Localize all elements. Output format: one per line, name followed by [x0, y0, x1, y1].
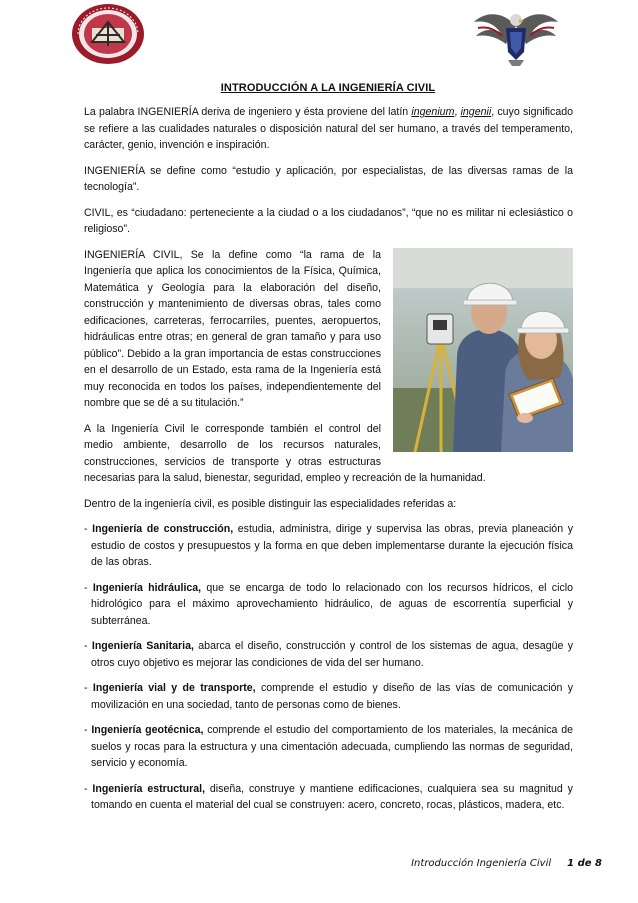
page-number: 1 de 8 [567, 858, 602, 869]
university-seal-logo [70, 2, 146, 66]
engineers-photo-image [393, 248, 573, 452]
page-footer [411, 858, 602, 869]
latin-word-ingenii: ingenii [460, 106, 492, 118]
paragraph-ingenieria-definition: INGENIERÍA se define como “estudio y aplicación, por especialistas, de las diversas ramas de la tecnología”. [84, 164, 573, 193]
list-item-construccion: - Ingeniería de construcción, estudia, administra, dirige y supervisa las obras, previa planeación y estudio de costos y presupuestos y la forma en que deben implementarse durante la ejecución física de las obras. [84, 523, 573, 568]
document-title: INTRODUCCIÓN A LA INGENIERÍA CIVIL [220, 82, 436, 94]
list-item-hidraulica: - Ingeniería hidráulica, que se encarga de todo lo relacionado con los recursos hídricos, el ciclo hidrológico para el máximo aprovechamiento hidráulico, de aguas de escorrentía superficial y subterránea. [84, 581, 573, 627]
paragraph-ingenieria-civil-definition: INGENIERÍA CIVIL, Se la define como “la rama de la Ingeniería que aplica los conocimientos de la Física, Química, Matemática y Geología para la elaboración del diseño, construcción y mantenimiento de diversas obras, tales como edificaciones, carreteras, ferrocarriles, puentes, aeropuertos, hidráulicas entre otras; en general de gran tamaño y para uso público”. Debido a la gran importancia de estas construcciones en el desarrollo de un Estado, esta rama de la Ingeniería está muy reconocida en todos los países, independientemente del nombre que se dé a su titulación.” [84, 248, 381, 409]
paragraph-civil-definition: CIVIL, es “ciudadano: perteneciente a la ciudad o a los ciudadanos”, “que no es militar ni eclesiástico o religioso”. [84, 206, 573, 235]
paragraph-etymology: La palabra INGENIERÍA deriva de ingeniero y ésta proviene del latín ingenium, ingenii, cuyo significado se refiere a las cualidades naturales o disposición natural del ser humano, a través del temperamento, carácter, genio, invención e inspiración. [84, 106, 573, 151]
eagle-emblem-logo [472, 6, 560, 68]
engineers-photo [393, 248, 573, 452]
list-item-vial-transporte: - Ingeniería vial y de transporte, comprende el estudio y diseño de las vías de comunicación y movilización en una sociedad, tanto de personas como de bienes. [84, 682, 574, 711]
latin-word-ingenium: ingenium [411, 106, 455, 118]
list-item-estructural: - Ingeniería estructural, diseña, construye y mantiene edificaciones, cualquiera sea su magnitud y tomando en cuenta el material del cual se construyen: acero, concreto, rocas, plásticos, madera, etc. [84, 782, 573, 811]
list-item-sanitaria: - Ingeniería Sanitaria, abarca el diseño, construcción y control de los sistemas de agua, desagüe y otros cuyo objetivo es mejorar las condiciones de vida del ser humano. [84, 640, 574, 669]
paragraph-specialties-intro: Dentro de la ingeniería civil, es posible distinguir las especialidades referidas a: [84, 497, 457, 510]
document-body [84, 104, 573, 823]
list-item-geotecnica: - Ingeniería geotécnica, comprende el estudio del comportamiento de los materiales, la mecánica de suelos y rocas para la estructura y una cimentación adecuada, cumpliendo las normas de seguridad, servicio y economía. [84, 724, 573, 769]
paragraph-responsibilities: A la Ingeniería Civil le corresponde también el control del medio ambiente, desarrollo de los recursos naturales, construcciones, servicios de transporte y otras estructuras necesarias para la salud, bienestar, seguridad, empleo y recreación de la humanidad. [84, 422, 486, 484]
footer-label: Introducción Ingeniería Civil [411, 858, 552, 869]
